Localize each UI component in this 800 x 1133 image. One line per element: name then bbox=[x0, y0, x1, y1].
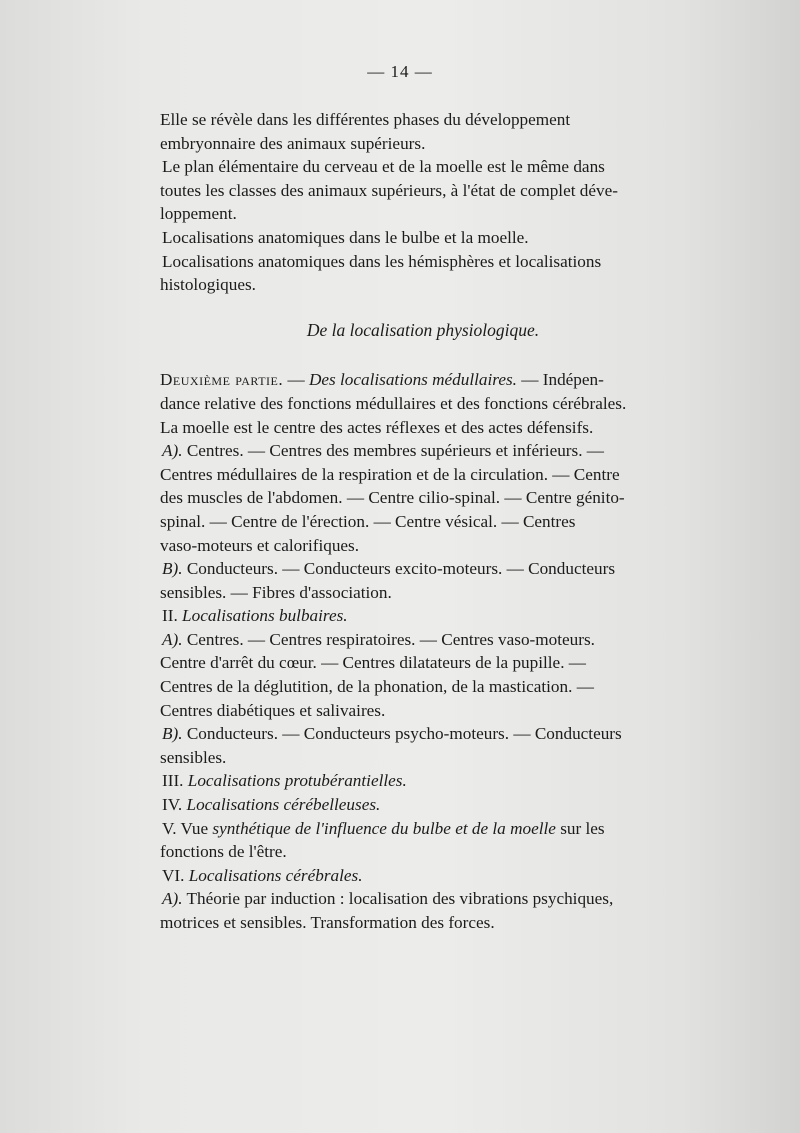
text-line: motrices et sensibles. Transformation des forces. bbox=[160, 913, 495, 932]
chapter-title: Localisations bulbaires. bbox=[182, 606, 348, 626]
text-line: sensibles. — Fibres d'association. bbox=[160, 582, 392, 602]
text-fragment: sur les bbox=[555, 818, 605, 838]
text-line: Localisations anatomiques dans le bulbe et la moelle. bbox=[162, 227, 529, 247]
text-line: spinal. — Centre de l'érection. — Centre vésical. — Centres bbox=[160, 511, 576, 531]
chapter-number: VI. bbox=[162, 865, 189, 885]
text-fragment: Centres. — Centres des membres supérieurs et inférieurs. — bbox=[182, 441, 604, 461]
chapter-title: Localisations protubérantielles. bbox=[187, 771, 407, 791]
text-line: Localisations anatomiques dans les hémisphères et localisations bbox=[162, 251, 602, 271]
subsection-label: B). bbox=[162, 559, 183, 579]
dash: — bbox=[283, 370, 309, 390]
chapter-title: Localisations cérébelleuses. bbox=[186, 795, 381, 815]
text-line: La moelle est le centre des actes réflexes et des actes défensifs. bbox=[160, 417, 594, 437]
subsection-line bbox=[160, 628, 672, 652]
chapter-number: V. bbox=[162, 818, 181, 838]
subsection-label: A). bbox=[162, 441, 183, 461]
chapter-title: synthétique de l'influence du bulbe et de la moelle bbox=[212, 818, 556, 838]
text-line: Centre d'arrêt du cœur. — Centres dilatateurs de la pupille. — bbox=[160, 653, 586, 673]
text-line: Le plan élémentaire du cerveau et de la moelle est le même dans bbox=[162, 157, 605, 177]
part-label: Deuxième partie. bbox=[160, 370, 284, 390]
subsection-label: A). bbox=[162, 889, 183, 909]
text-line: histologiques. bbox=[160, 275, 256, 295]
chapter-number: III. bbox=[162, 771, 188, 791]
chapter-line bbox=[160, 864, 672, 888]
page-body bbox=[160, 108, 672, 935]
text-fragment: Centres. — Centres respiratoires. — Centres vaso-moteurs. bbox=[182, 629, 595, 649]
text-fragment: Vue bbox=[180, 818, 213, 838]
text-line: Centres diabétiques et salivaires. bbox=[160, 700, 386, 720]
text-fragment: — Indépen- bbox=[516, 370, 604, 390]
text-line: toutes les classes des animaux supérieurs, à l'état de complet déve- bbox=[160, 180, 618, 200]
part-title: Des localisations médullaires. bbox=[308, 370, 517, 390]
subsection-line bbox=[160, 887, 672, 911]
text-line: embryonnaire des animaux supérieurs. bbox=[160, 133, 426, 153]
text-line: des muscles de l'abdomen. — Centre cilio-spinal. — Centre génito- bbox=[160, 488, 625, 508]
subsection-line bbox=[160, 722, 672, 746]
text-line: dance relative des fonctions médullaires et des fonctions cérébrales. bbox=[160, 393, 627, 413]
chapter-line bbox=[160, 769, 672, 793]
text-line: loppement. bbox=[160, 204, 237, 224]
chapter-line bbox=[160, 604, 672, 628]
text-line: fonctions de l'être. bbox=[160, 842, 287, 862]
text-line: vaso-moteurs et calorifiques. bbox=[160, 535, 360, 555]
chapter-title: Localisations cérébrales. bbox=[188, 865, 363, 885]
part-title-line bbox=[160, 368, 672, 392]
chapter-number: IV. bbox=[162, 795, 187, 815]
subsection-label: B). bbox=[162, 724, 183, 744]
text-fragment: Conducteurs. — Conducteurs psycho-moteurs. — Conducteurs bbox=[182, 724, 622, 744]
text-fragment: Conducteurs. — Conducteurs excito-moteurs. — Conducteurs bbox=[182, 559, 616, 579]
chapter-line bbox=[160, 817, 672, 841]
subsection-line bbox=[160, 557, 672, 581]
paragraph-line bbox=[160, 108, 672, 132]
text-line: Elle se révèle dans les différentes phases du développement bbox=[160, 110, 571, 129]
page-number: — 14 — bbox=[367, 62, 433, 81]
text-line: Centres médullaires de la respiration et de la circulation. — Centre bbox=[160, 464, 620, 484]
subsection-line bbox=[160, 439, 672, 463]
text-line: Centres de la déglutition, de la phonation, de la mastication. — bbox=[160, 677, 594, 697]
chapter-number: II. bbox=[162, 606, 183, 626]
section-heading: De la localisation physiologique. bbox=[306, 319, 540, 340]
text-fragment: Théorie par induction : localisation des vibrations psychiques, bbox=[182, 889, 614, 909]
text-line: sensibles. bbox=[160, 747, 227, 767]
subsection-label: A). bbox=[162, 629, 183, 649]
chapter-line bbox=[160, 793, 672, 817]
